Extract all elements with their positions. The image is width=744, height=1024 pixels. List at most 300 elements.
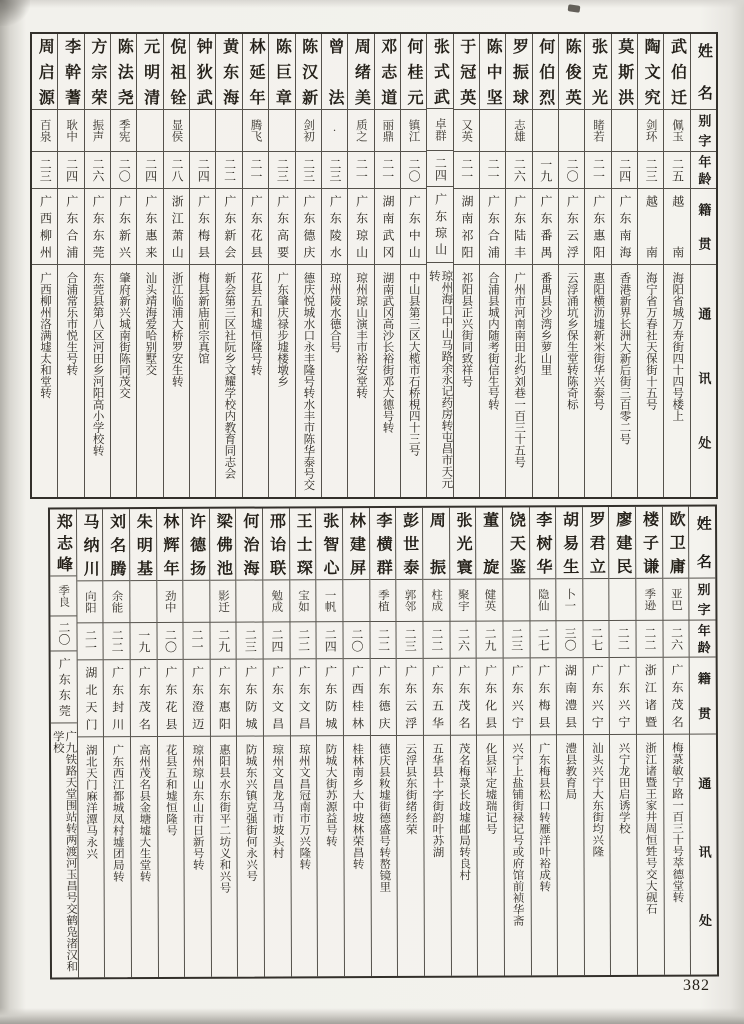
alias-cell [370, 580, 396, 622]
address-text: 番禺县沙湾乡萝山里 [539, 272, 552, 376]
name-cell [263, 508, 289, 580]
age-cell [638, 152, 663, 189]
age-cell [184, 623, 210, 660]
header-age-cell [691, 152, 716, 189]
age-text: 二二 [110, 629, 125, 654]
name-cell [58, 34, 83, 110]
age-cell [450, 622, 476, 659]
origin-cell [477, 658, 503, 735]
scan-corner-shadow [0, 0, 30, 26]
name-cell [157, 509, 183, 581]
age-text: 二〇 [349, 628, 364, 653]
alias-cell [58, 110, 83, 152]
age-cell [663, 621, 689, 658]
age-cell [111, 152, 136, 189]
entry-column [635, 507, 664, 975]
name-text: 林辉年 [160, 512, 179, 576]
name-cell [638, 34, 663, 110]
age-cell [397, 622, 423, 659]
name-text: 何伯烈 [536, 38, 554, 105]
origin-text: 湖南武冈 [380, 195, 395, 258]
age-text: 二六 [90, 158, 105, 182]
age-text: 二四 [269, 628, 285, 653]
origin-text: 广东防城 [243, 665, 258, 730]
name-text: 张克光 [589, 38, 607, 105]
origin-cell [450, 659, 476, 736]
name-cell [401, 34, 426, 110]
age-cell [344, 622, 370, 659]
age-cell [77, 623, 103, 660]
age-cell [503, 621, 529, 658]
age-cell [32, 152, 57, 189]
address-text: 防城东兴镇克强街何永兴号 [244, 743, 258, 882]
age-cell [533, 152, 558, 189]
name-cell [423, 508, 449, 580]
age-text: 二四 [143, 158, 158, 182]
name-text: 李幹蓍 [62, 38, 80, 105]
origin-text: 广东合浦 [486, 195, 501, 258]
address-cell [401, 265, 426, 497]
address-cell [111, 265, 136, 497]
address-cell [264, 736, 291, 976]
address-cell [506, 265, 531, 497]
alias-cell [506, 110, 531, 152]
origin-text: 广东东莞 [91, 195, 106, 258]
age-text: 二二 [296, 628, 311, 653]
alias-cell [111, 110, 136, 152]
alias-cell [559, 110, 584, 152]
address-text: 海宁省万春社天保街十五号 [644, 272, 657, 410]
age-text: 二〇 [117, 158, 132, 182]
name-text: 胡易生 [560, 511, 578, 575]
name-text: 马纳川 [80, 513, 99, 577]
origin-cell [190, 189, 215, 265]
address-cell [131, 737, 158, 977]
entry-column [182, 509, 211, 977]
age-text: 二三 [301, 158, 316, 182]
address-text: 琼州文昌冠南市万兴隆转 [297, 743, 311, 870]
header-address-cell [690, 735, 717, 975]
origin-cell [530, 658, 556, 735]
address-text: 兴宁龙田启诱学校 [617, 741, 630, 834]
name-text: 邢诒联 [267, 512, 285, 576]
alias-cell [450, 580, 476, 622]
name-text: 周绪美 [352, 38, 370, 105]
age-text: 二一 [486, 158, 501, 182]
alias-text: 卜一 [563, 588, 576, 612]
entry-column [422, 508, 451, 976]
age-cell [237, 623, 263, 660]
origin-text: 广东五华 [430, 664, 445, 729]
alias-cell [375, 110, 400, 152]
name-cell [243, 34, 268, 110]
alias-cell [401, 110, 426, 152]
entry-column [32, 34, 57, 497]
alias-cell [610, 579, 636, 621]
name-text: 罗振球 [510, 38, 528, 105]
name-text: 廖建民 [613, 510, 632, 574]
age-text: 一九 [538, 158, 553, 182]
address-cell [454, 265, 479, 497]
name-text: 元明清 [141, 38, 159, 105]
age-cell [423, 622, 449, 659]
header-name-label: 姓名 [694, 515, 711, 569]
entry-column [528, 507, 557, 975]
name-text: 何治海 [240, 512, 259, 576]
origin-text: 广东文昌 [296, 665, 312, 730]
alias-cell [183, 581, 209, 623]
header-name-label: 姓名 [695, 43, 712, 100]
age-text: 二三 [509, 627, 524, 652]
age-cell [375, 152, 400, 189]
address-text: 湖北天门麻洋潭马永兴 [84, 744, 98, 860]
header-alias-cell [690, 579, 716, 621]
name-text: 周振 [427, 511, 445, 575]
address-text: 汕头兴宁大东街均兴隆 [590, 742, 604, 858]
origin-text: 广东兴宁 [590, 664, 605, 729]
name-cell [503, 507, 529, 579]
origin-text: 广东封川 [110, 666, 125, 731]
name-cell [269, 34, 294, 110]
origin-text: 广东琼山 [433, 193, 448, 256]
age-text: 三〇 [562, 627, 578, 652]
alias-cell [263, 580, 289, 622]
name-cell [236, 509, 262, 581]
alias-cell [296, 110, 321, 152]
age-text: 二二 [429, 627, 444, 652]
age-text: 二五 [670, 158, 685, 182]
alias-text: 剑初 [302, 119, 315, 142]
name-cell [183, 509, 209, 581]
name-text: 钟狄武 [194, 38, 212, 105]
age-cell [454, 152, 479, 189]
age-cell [269, 152, 294, 189]
address-cell [530, 735, 557, 975]
alias-cell [585, 110, 610, 152]
alias-cell [317, 580, 343, 622]
header-address-cell [691, 265, 716, 497]
address-text: 云浮涌坑乡保生堂转陈奇标 [565, 272, 578, 410]
alias-cell [636, 579, 662, 621]
name-text: 陈法尧 [115, 38, 133, 105]
alias-cell [243, 110, 268, 152]
alias-cell [477, 579, 503, 621]
origin-cell [344, 659, 370, 736]
alias-text: 镇江 [407, 119, 420, 142]
origin-cell [77, 660, 103, 737]
origin-cell [131, 660, 157, 737]
address-text: 高州茂名县金塘墟大生堂转 [137, 744, 151, 883]
age-cell [322, 152, 347, 189]
header-column [688, 507, 717, 975]
origin-cell [348, 189, 373, 265]
age-text: 二四 [433, 156, 448, 181]
name-cell [375, 34, 400, 110]
entry-column [156, 509, 185, 977]
entry-column [347, 34, 373, 497]
name-text: 陈巨章 [273, 38, 291, 105]
origin-text: 广东化县 [483, 664, 498, 729]
alias-cell [164, 110, 189, 152]
origin-cell [637, 658, 663, 735]
origin-text: 广东琼山 [354, 195, 369, 258]
address-cell [85, 265, 110, 497]
entry-column [502, 507, 531, 975]
alias-cell [480, 110, 505, 152]
address-cell [216, 265, 241, 497]
age-text: 二九 [216, 628, 231, 653]
alias-cell [210, 581, 236, 623]
age-cell [506, 152, 531, 189]
name-text: 郑志峰 [54, 513, 72, 572]
name-cell [609, 507, 635, 579]
address-text: 广东梅县松口转雁洋叶裕成转 [537, 742, 551, 892]
age-text: 二四 [64, 158, 79, 182]
age-text: 二二 [642, 626, 657, 651]
alias-text: 志雄 [512, 119, 525, 142]
address-text: 云浮县东街绪经荣 [404, 742, 417, 835]
address-text: 广九铁路天堂围站转两渡河玉昌号交鹤凫渚汉和学校 [51, 730, 78, 972]
origin-cell [216, 189, 241, 265]
address-text: 梅菉敏宁路一百三十号萃德堂转 [670, 741, 684, 903]
address-cell [237, 737, 264, 977]
age-text: 二二 [222, 158, 237, 182]
alias-cell [343, 580, 369, 622]
alias-cell [423, 580, 449, 622]
name-text: 李树华 [533, 511, 552, 575]
age-text: 二七 [536, 627, 551, 652]
name-text: 朱明基 [134, 513, 152, 577]
age-cell [557, 621, 583, 658]
age-text: 二〇 [565, 158, 580, 182]
name-cell [130, 509, 156, 581]
name-cell [111, 34, 136, 110]
name-text: 倪祖铨 [167, 38, 185, 105]
name-cell [210, 509, 236, 581]
address-text: 花县五和墟恒隆号转 [249, 272, 262, 376]
entry-column [479, 34, 505, 497]
name-text: 罗君立 [587, 511, 605, 575]
name-cell [583, 507, 609, 579]
address-text: 澧县教育局 [564, 742, 577, 800]
address-text: 湖南武冈高沙长裕街邓大德号转 [381, 272, 394, 433]
address-cell [557, 735, 584, 975]
name-cell [85, 34, 110, 110]
age-cell [348, 152, 373, 189]
origin-text: 广东新会 [222, 195, 237, 258]
scan-edge-bottom [0, 1008, 744, 1024]
origin-cell [164, 189, 189, 265]
header-alias-label: 别字 [696, 114, 712, 147]
alias-text: 质之 [354, 119, 367, 142]
origin-text: 广东云浮 [403, 664, 418, 729]
origin-cell [51, 651, 77, 723]
alias-text: 睹若 [591, 119, 604, 142]
origin-text: 广东兴宁 [616, 663, 631, 728]
alias-text: 一帆 [323, 589, 336, 613]
entry-column [555, 507, 584, 975]
entry-column [129, 509, 158, 977]
header-age-label: 年龄 [696, 155, 712, 185]
alias-cell [556, 579, 582, 621]
age-text: 二一 [459, 158, 474, 182]
entry-column [209, 509, 238, 977]
alias-text: 季逊 [643, 587, 656, 611]
origin-text: 广西桂林 [350, 665, 365, 730]
entry-column [663, 34, 689, 497]
address-text: 琼州陵水德合号 [328, 272, 341, 353]
entry-column [637, 34, 663, 497]
entry-column [215, 34, 241, 497]
address-cell [451, 736, 478, 976]
address-cell [664, 265, 689, 497]
age-cell [104, 623, 130, 660]
origin-text: 湖南祁阳 [459, 195, 474, 258]
entry-column [315, 508, 344, 976]
name-text: 曾法 [326, 38, 344, 105]
origin-text: 越南 [670, 195, 685, 258]
origin-cell [85, 189, 110, 265]
header-origin-cell [690, 658, 716, 735]
age-text: 二八 [169, 158, 184, 182]
origin-text: 湖南澧县 [563, 664, 578, 729]
address-cell [322, 265, 347, 497]
origin-cell [104, 660, 130, 737]
origin-cell [506, 189, 531, 265]
age-text: 二二 [616, 626, 631, 651]
address-cell [137, 265, 162, 497]
origin-text: 广东高要 [275, 195, 290, 258]
entry-column [475, 507, 504, 975]
alias-cell [50, 577, 76, 617]
origin-text: 广东防城 [323, 665, 338, 730]
age-cell [190, 152, 215, 189]
header-age-cell [690, 621, 716, 658]
origin-text: 广东惠来 [143, 195, 158, 258]
origin-text: 广东惠阳 [591, 195, 606, 258]
origin-cell [370, 659, 396, 736]
age-text: 二一 [591, 158, 606, 182]
alias-cell [427, 109, 452, 151]
entry-column [608, 507, 637, 975]
origin-text: 广东文昌 [270, 665, 285, 730]
alias-text: 卓群 [433, 117, 446, 141]
age-cell [210, 623, 236, 660]
name-text: 黄东海 [220, 38, 238, 105]
address-cell [559, 265, 584, 497]
name-cell [190, 34, 215, 110]
name-cell [316, 508, 342, 580]
name-cell [556, 507, 582, 579]
name-text: 张智心 [320, 512, 338, 576]
name-cell [663, 507, 689, 579]
header-name-cell [691, 34, 716, 110]
entry-column [662, 507, 691, 975]
address-cell [638, 265, 663, 497]
name-cell [348, 34, 373, 110]
address-cell [184, 737, 211, 977]
entry-column [102, 509, 131, 977]
age-text: 二九 [483, 627, 498, 652]
alias-cell [664, 110, 689, 152]
name-cell [216, 34, 241, 110]
origin-text: 广东新兴 [117, 195, 132, 258]
alias-cell [322, 110, 347, 152]
name-text: 董旋 [480, 511, 498, 575]
alias-cell [216, 110, 241, 152]
origin-cell [296, 189, 321, 265]
age-text: 二六 [512, 158, 527, 182]
address-text: 新会第三区社阮乡文耀学校内教育同志会 [223, 272, 236, 479]
age-cell [610, 621, 636, 658]
address-cell [480, 265, 505, 497]
entry-column [163, 34, 189, 497]
address-cell [612, 265, 637, 497]
age-text: 二〇 [56, 621, 71, 646]
age-cell [137, 152, 162, 189]
address-cell [32, 265, 57, 497]
name-cell [480, 34, 505, 110]
alias-cell [612, 110, 637, 152]
name-text: 饶天鉴 [507, 511, 525, 575]
origin-cell [610, 658, 636, 735]
origin-cell [137, 189, 162, 265]
address-cell [269, 265, 294, 497]
origin-text: 广东花县 [249, 195, 264, 258]
age-text: 二四 [196, 158, 211, 182]
origin-cell [480, 189, 505, 265]
address-text: 广东肇庆禄步墟楼墩乡 [276, 272, 289, 387]
origin-cell [264, 659, 290, 736]
age-text: 二四 [323, 628, 338, 653]
header-address-label: 通讯处 [696, 307, 712, 449]
origin-text: 浙江萧山 [170, 195, 185, 258]
name-cell [427, 34, 452, 109]
age-text: 二一 [248, 158, 263, 182]
age-cell [58, 152, 83, 189]
alias-text: 勉成 [270, 589, 283, 613]
origin-cell [111, 189, 136, 265]
address-text: 合浦县城内随考街信生号转 [486, 272, 499, 410]
alias-cell [533, 110, 558, 152]
origin-text: 广东中山 [407, 195, 422, 258]
origin-text: 广东茂名 [137, 666, 152, 731]
origin-cell [210, 660, 236, 737]
address-cell [424, 736, 451, 976]
entry-column [449, 508, 478, 976]
alias-text: 余能 [110, 590, 123, 614]
age-cell [370, 622, 396, 659]
address-cell [211, 737, 238, 977]
origin-cell [664, 189, 689, 265]
name-cell [343, 508, 369, 580]
entry-column [189, 34, 215, 497]
origin-cell [269, 189, 294, 265]
address-cell [164, 265, 189, 497]
alias-text: 耿中 [65, 119, 78, 142]
alias-text: 显侯 [170, 119, 183, 142]
name-text: 何桂元 [405, 38, 423, 105]
name-cell [296, 34, 321, 110]
address-text: 东莞县第八区河田乡河阳高小学校转 [91, 272, 104, 456]
address-text: 桂林南乡大中坡林荣昌转 [351, 743, 364, 870]
address-cell [317, 736, 344, 976]
name-cell [77, 509, 103, 581]
address-text: 茂名梅菉长歧墟邮局转良村 [457, 742, 471, 881]
name-text: 楼子谦 [640, 510, 658, 574]
origin-cell [583, 658, 609, 735]
alias-cell [503, 579, 529, 621]
